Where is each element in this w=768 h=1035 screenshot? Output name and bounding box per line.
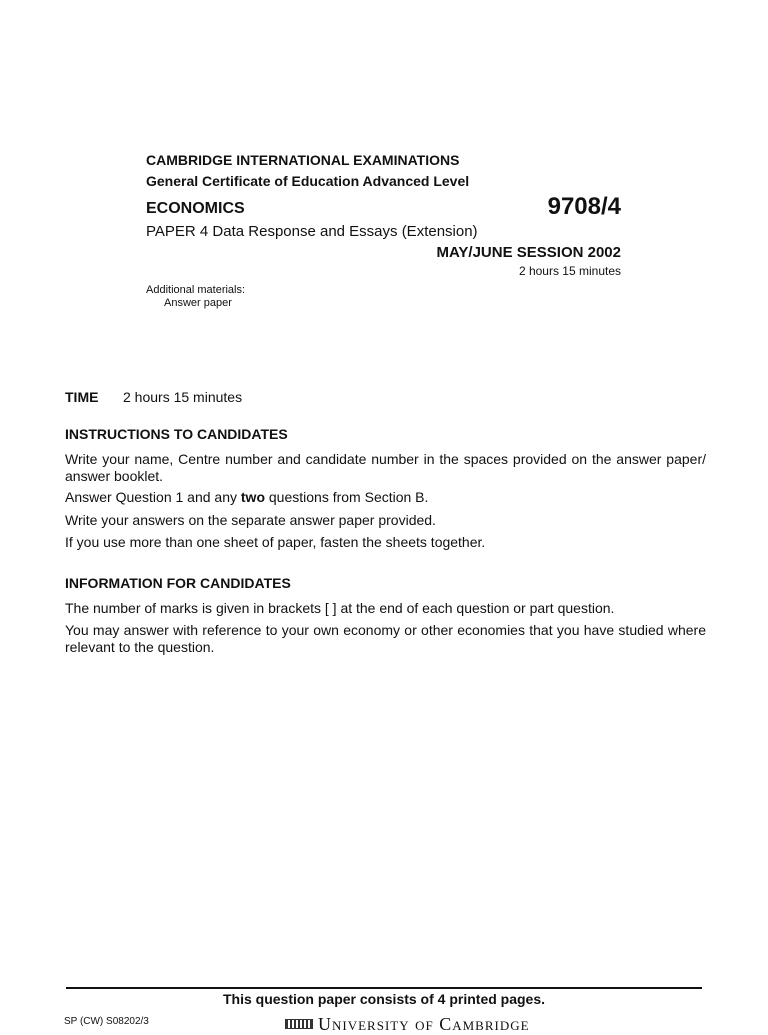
reference-code: SP (CW) S08202/3: [64, 1016, 149, 1027]
materials-label: Additional materials:: [146, 284, 246, 296]
page-count: This question paper consists of 4 printed pages.: [222, 991, 546, 1007]
paper-title: PAPER 4 Data Response and Essays (Extension): [146, 223, 478, 240]
instruction-2: [65, 489, 706, 506]
information-1: The number of marks is given in brackets [ ] at the end of each question or part question.: [65, 600, 615, 616]
instruction-2-text-end: questions from Section B.: [265, 489, 429, 505]
information-heading: INFORMATION FOR CANDIDATES: [65, 575, 291, 591]
instruction-1: Write your name, Centre number and candidate number in the spaces provided on the answer paper/ answer booklet.: [65, 451, 706, 484]
materials-item: Answer paper: [164, 297, 232, 309]
qualification: General Certificate of Education Advanced Level: [146, 173, 470, 189]
exam-board: CAMBRIDGE INTERNATIONAL EXAMINATIONS: [146, 152, 460, 168]
session: MAY/JUNE SESSION 2002: [436, 244, 621, 261]
university-logo-text: University of Cambridge: [318, 1014, 530, 1034]
subject: ECONOMICS: [146, 200, 245, 217]
instructions-heading: INSTRUCTIONS TO CANDIDATES: [65, 426, 288, 442]
time-label: TIME: [65, 389, 99, 405]
university-crest-icon: [285, 1019, 313, 1029]
instruction-2-text: Answer Question 1 and any: [65, 489, 241, 505]
footer-rule: [66, 987, 702, 989]
instruction-2-bold: two: [240, 489, 265, 505]
instruction-3: Write your answers on the separate answer paper provided.: [65, 512, 436, 528]
information-2: You may answer with reference to your own economy or other economies that you have studied where relevant to the question.: [65, 622, 706, 655]
instruction-4: If you use more than one sheet of paper, fasten the sheets together.: [65, 534, 486, 550]
time-value: 2 hours 15 minutes: [123, 389, 243, 405]
duration: 2 hours 15 minutes: [518, 264, 621, 278]
paper-code: 9708/4: [547, 193, 621, 220]
